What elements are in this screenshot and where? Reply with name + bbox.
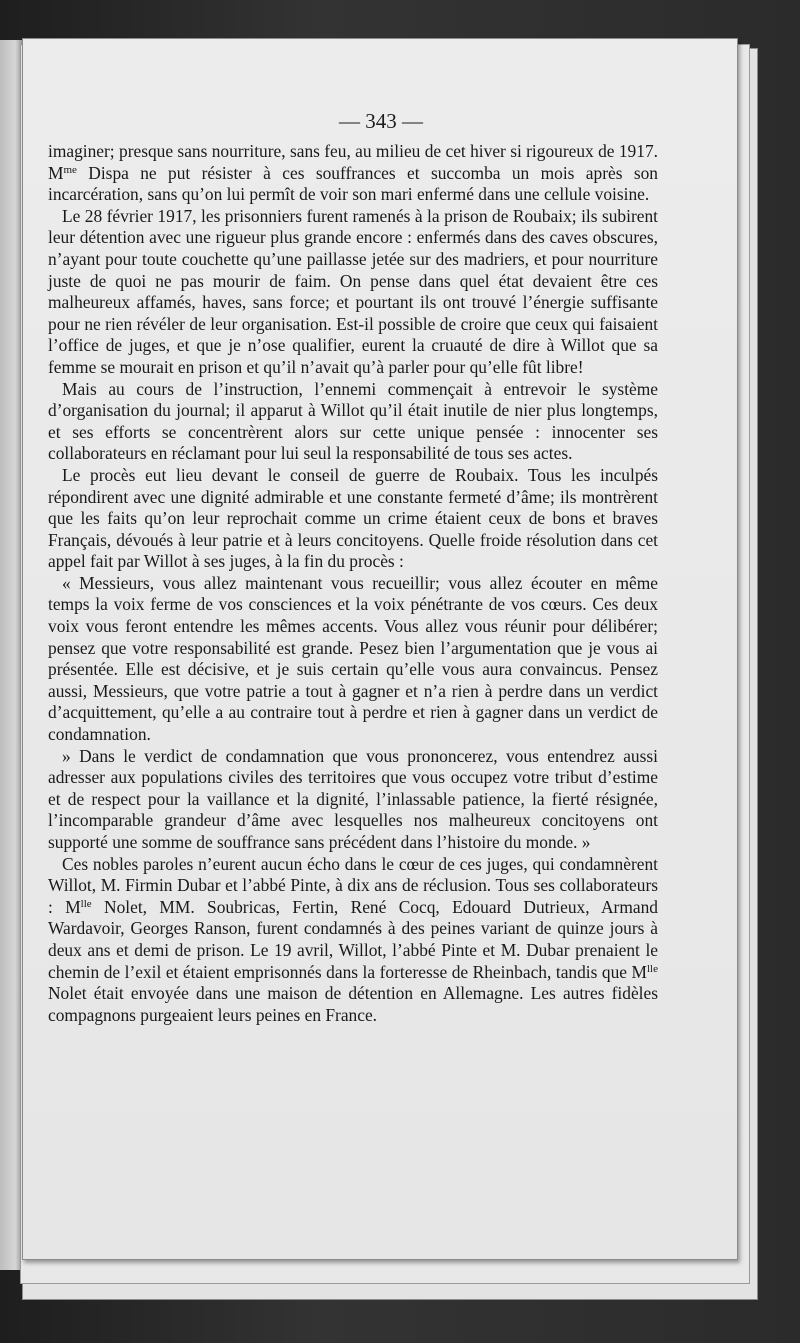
paragraph-text: imaginer; presque sans nourriture, sans feu, au milieu de cet hiver si rigoureux de 1917. M: [48, 141, 658, 183]
superscript-abbrev: me: [63, 163, 77, 176]
paragraph: [48, 573, 658, 746]
paragraph-text: « Messieurs, vous allez maintenant vous recueillir; vous allez écouter en même temps la voix ferme de vos consciences et la voix pénétrante de vos cœurs. Ces deux voix vous feront entendre les mêmes accents. Vous allez vous réunir pour délibérer; pensez que votre responsabilité est grande. Pesez bien l’argumentation que je vous ai présentée. Elle est décisive, et je suis certain qu’elle vous aura convaincus. Pensez aussi, Messieurs, que votre patrie a tout à gagner et n’a rien à perdre dans un verdict d’acquittement, qu’elle a au contraire tout à perdre et rien à gagner dans un verdict de condamnation.: [48, 572, 658, 745]
paragraph: [48, 854, 658, 1027]
paragraph: [48, 206, 658, 379]
superscript-abbrev: lle: [80, 897, 92, 910]
paragraph: [48, 379, 658, 465]
paragraph-text: Nolet, MM. Soubricas, Fertin, René Cocq, Edouard Dutrieux, Armand Wardavoir, Georges Ranson, furent condamnés à des peines variant de quinze jours à deux ans et demi de prison. Le 19 avril, Willot, l’abbé Pinte et M. Dubar prenaient le chemin de l’exil et étaient emprisonnés dans la forteresse de Rheinbach, tandis que M: [48, 896, 658, 982]
paragraph-text: Dispa ne put résister à ces souffrances et succomba un mois après son incarcération, sans qu’on lui permît de voir son mari enfermé dans une cellule voisine.: [48, 162, 658, 205]
paragraph-text: Nolet était envoyée dans une maison de détention en Allemagne. Les autres fidèles compagnons purgeaient leurs peines en France.: [48, 983, 658, 1025]
page-number: — 343 —: [339, 109, 423, 133]
body-text: [48, 141, 658, 1026]
superscript-abbrev: lle: [647, 962, 658, 975]
paragraph-text: Ces nobles paroles n’eurent aucun écho dans le cœur de ces juges, qui condamnèrent Willot, M. Firmin Dubar et l’abbé Pinte, à dix ans de réclusion. Tous ses collaborateurs : M: [48, 853, 658, 917]
paragraph: [48, 465, 658, 573]
book-page: [22, 38, 738, 1260]
paragraph-text: Mais au cours de l’instruction, l’ennemi commençait à entrevoir le système d’organisation du journal; il apparut à Willot qu’il était inutile de nier plus longtemps, et ses efforts se concentrèrent alors sur cette unique pensée : innocenter ses collaborateurs en réclamant pour lui seul la responsabilité de tous ses actes.: [48, 378, 658, 464]
paragraph-text: Le 28 février 1917, les prisonniers furent ramenés à la prison de Roubaix; ils subirent leur détention avec une rigueur plus grande encore : enfermés dans des caves obscures, n’ayant pour toute couchette qu’une paillasse jetée sur des madriers, et pour nourriture juste de quoi ne pas mourir de faim. On pense dans quel état devaient être ces malheureux affamés, haves, sans force; et pourtant ils ont trouvé l’énergie suffisante pour ne rien révéler de leur organisation. Est-il possible de croire que ceux qui faisaient l’office de juges, et que je n’ose qualifier, eurent la cruauté de dire à Willot que sa femme se mourait en prison et qu’il n’avait qu’à parler pour qu’elle fût libre!: [48, 205, 658, 377]
paragraph-text: » Dans le verdict de condamnation que vous prononcerez, vous entendrez aussi adresser aux populations civiles des territoires que vous occupez votre tribut d’estime et de respect pour la vaillance et la dignité, l’inlassable patience, la fierté résignée, l’incomparable grandeur d’âme avec lesquelles nos malheureux concitoyens ont supporté une somme de souffrance sans précédent dans l’histoire du monde. »: [48, 745, 658, 852]
paragraph-text: Le procès eut lieu devant le conseil de guerre de Roubaix. Tous les inculpés répondirent avec une dignité admirable et une constante fermeté d’âme; ils montrèrent que les faits qu’on leur reprochait comme un crime étaient ceux de bons et braves Français, dévoués à leur patrie et à leurs concitoyens. Quelle froide résolution dans cet appel fait par Willot à ses juges, à la fin du procès :: [48, 464, 658, 572]
paragraph: [48, 141, 658, 206]
paragraph: [48, 746, 658, 854]
